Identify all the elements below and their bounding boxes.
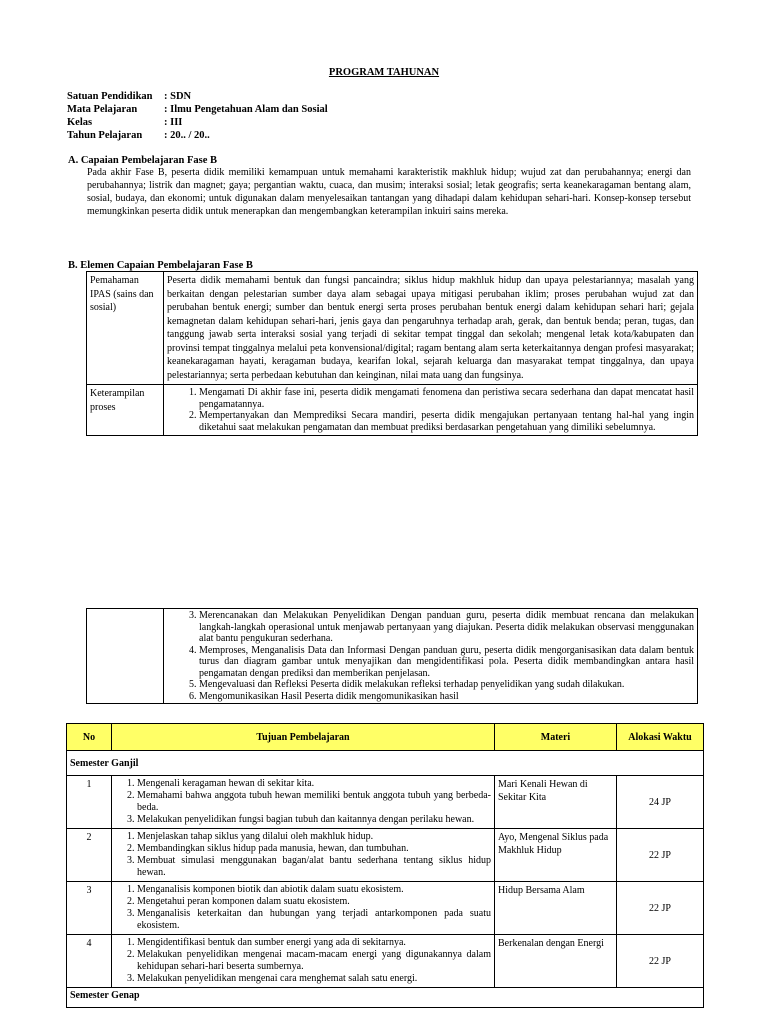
info-row-mapel [67,103,328,116]
list-item: 3. Membuat simulasi menggunakan bagan/alat bantu sederhana tentang siklus hidup hewan. [137,855,491,879]
list-item: 2. Memahami bahwa anggota tubuh hewan memiliki bentuk anggota tubuh yang berbeda-beda. [137,790,491,814]
list-item: 5. Mengevaluasi dan Refleksi Peserta didik melakukan refleksi terhadap penyelidikan yang sudah dilakukan. [199,679,694,691]
tujuan-list [115,831,491,879]
list-item: 3. Melakukan penyelidikan fungsi bagian tubuh dan kaitannya dengan perilaku hewan. [137,814,491,826]
row-materi: Hidup Bersama Alam [495,882,617,935]
elements-row-continued [87,609,698,704]
tujuan-list [115,884,491,932]
list-item: 6. Mengomunikasikan Hasil Peserta didik mengomunikasikan hasil [199,691,694,703]
table-row [67,776,704,829]
row-alokasi: 22 JP [617,882,704,935]
section-a-heading: A. Capaian Pembelajaran Fase B [68,155,218,166]
table-row [67,935,704,988]
row-no: 4 [67,935,112,988]
list-item: 2. Melakukan penyelidikan mengenai macam-macam energi yang digunakannya dalam kehidupan sehari-hari beserta sumbernya. [137,949,491,973]
skills-list-continued [167,610,694,702]
row-no: 3 [67,882,112,935]
list-item: 1. Menjelaskan tahap siklus yang dilalui oleh makhluk hidup. [137,831,491,843]
header-alokasi: Alokasi Waktu [617,724,704,751]
info-row-kelas [67,116,328,129]
section-a-text: Pada akhir Fase B, peserta didik memiliki kemampuan untuk memahami karakteristik makhluk hidup; wujud zat dan perubahannya; energi dan perubahannya; listrik dan magnet; gaya; pergantian waktu, cuaca, dan musim; interaksi sosial; letak geografis; serta keanekaragaman bentang alam, sosial, budaya, dan ekonomi; untuk digunakan dalam menyelesaikan tantangan yang dihadapi dalam kehidupan sehari-hari. Konsep-konsep tersebut memungkinkan peserta didik untuk menerapkan dan mengembangkan keterampilan inkuiri sains mereka. [87,167,691,217]
row-no: 1 [67,776,112,829]
row-alokasi: 22 JP [617,829,704,882]
info-label: Mata Pelajaran [67,104,138,115]
row-materi: Ayo, Mengenal Siklus pada Makhluk Hidup [495,829,617,882]
row-materi: Mari Kenali Hewan di Sekitar Kita [495,776,617,829]
info-label: Tahun Pelajaran [67,130,143,141]
semester-row [67,988,704,1008]
row-no: 2 [67,829,112,882]
list-item: 4. Memproses, Menganalisis Data dan Informasi Dengan panduan guru, peserta didik mengorganisasikan data dalam bentuk turus dan diagram gambar untuk menyajikan dan mengidentifikasi pola. Peserta didik membandingkan antara hasil pengamatan dengan prediksi dan memberikan penjelasan. [199,645,694,680]
list-item: 2. Membandingkan siklus hidup pada manusia, hewan, dan tumbuhan. [137,843,491,855]
info-value: : III [164,117,183,128]
list-item: 3. Melakukan penyelidikan mengenai cara menghemat salah satu energi. [137,973,491,985]
header-materi: Materi [495,724,617,751]
plan-table [66,723,704,1008]
list-item: 2. Mengetahui peran komponen dalam suatu ekosistem. [137,896,491,908]
row-alokasi: 22 JP [617,935,704,988]
header-no: No [67,724,112,751]
list-item: 1. Mengamati Di akhir fase ini, peserta didik mengamati fenomena dan peristiwa secara sederhana dan dapat mencatat hasil pengamatannya. [199,387,694,410]
table-row [67,829,704,882]
info-row-satuan [67,90,328,103]
header-tujuan: Tujuan Pembelajaran [112,724,495,751]
skills-list [167,387,694,433]
list-item: 3. Menganalisis keterkaitan dan hubungan yang terjadi antarkomponen pada suatu ekosistem. [137,908,491,932]
elements-table [86,271,698,436]
section-b-heading: B. Elemen Capaian Pembelajaran Fase B [68,260,253,271]
row-alokasi: 24 JP [617,776,704,829]
element-value [164,609,698,704]
info-label: Kelas [67,117,93,128]
list-item: 2. Mempertanyakan dan Memprediksi Secara mandiri, peserta didik mengajukan pertanyaan tentang hal-hal yang ingin diketahui saat melakukan pengamatan dan membuat prediksi berdasarkan pengetahuan yang dimiliki sebelumnya. [199,410,694,433]
element-value: Peserta didik memahami bentuk dan fungsi pancaindra; siklus hidup makhluk hidup dan upaya pelestariannya; masalah yang berkaitan dengan pelestarian sumber daya alam sebagai upaya mitigasi perubahan iklim; proses perubahan wujud zat dan perubahan bentuk energi; sumber dan bentuk energi serta proses perubahan bentuk energi dalam kehidupan sehari hari; gejala kemagnetan dalam kehidupan sehari-hari, jenis gaya dan pengaruhnya terhadap arah, gerak, dan bentuk benda; peran, tugas, dan tanggung jawab serta interaksi sosial yang terjadi di sekitar tempat tinggal dan sekolah; mengenal letak kota/kabupaten dan provinsi tempat tinggalnya melalui peta konvensional/digital; ragam bentang alam serta keterkaitannya dengan profesi masyarakat; keanekaragaman hayati, keragaman budaya, kearifan lokal, sejarah keluarga dan masyarakat tempat tinggalnya, dan upaya pelestariannya; serta perbedaan kebutuhan dan keinginan, nilai mata uang dan fungsinya. [164,272,698,385]
info-label: Satuan Pendidikan [67,91,153,102]
element-key: Pemahaman IPAS (sains dan sosial) [87,272,164,385]
elements-row-pemahaman [87,272,698,385]
row-tujuan [112,935,495,988]
list-item: 1. Mengidentifikasi bentuk dan sumber energi yang ada di sekitarnya. [137,937,491,949]
row-tujuan [112,882,495,935]
element-key: Keterampilan proses [87,385,164,436]
element-key-empty [87,609,164,704]
row-tujuan [112,776,495,829]
plan-header-row [67,724,704,751]
element-value [164,385,698,436]
list-item: 1. Menganalisis komponen biotik dan abiotik dalam suatu ekosistem. [137,884,491,896]
elements-row-keterampilan [87,385,698,436]
list-item: 1. Mengenali keragaman hewan di sekitar kita. [137,778,491,790]
page-title: PROGRAM TAHUNAN [328,67,440,78]
info-value: : Ilmu Pengetahuan Alam dan Sosial [164,104,328,115]
list-item: 3. Merencanakan dan Melakukan Penyelidikan Dengan panduan guru, peserta didik membuat rencana dan melakukan langkah-langkah operasional untuk menjawab pertanyaan yang diajukan. Peserta didik melakukan observasi menggunakan alat bantu pengukuran sederhana. [199,610,694,645]
tujuan-list [115,778,491,826]
table-row [67,882,704,935]
document-info [67,90,328,142]
row-materi: Berkenalan dengan Energi [495,935,617,988]
row-tujuan [112,829,495,882]
elements-table-continued [86,608,698,704]
tujuan-list [115,937,491,985]
semester-row [67,751,704,776]
info-row-tahun [67,129,328,142]
semester-ganjil-label: Semester Ganjil [67,751,704,776]
semester-genap-label: Semester Genap [67,988,704,1008]
info-value: : SDN [164,91,192,102]
info-value: : 20.. / 20.. [164,130,210,141]
